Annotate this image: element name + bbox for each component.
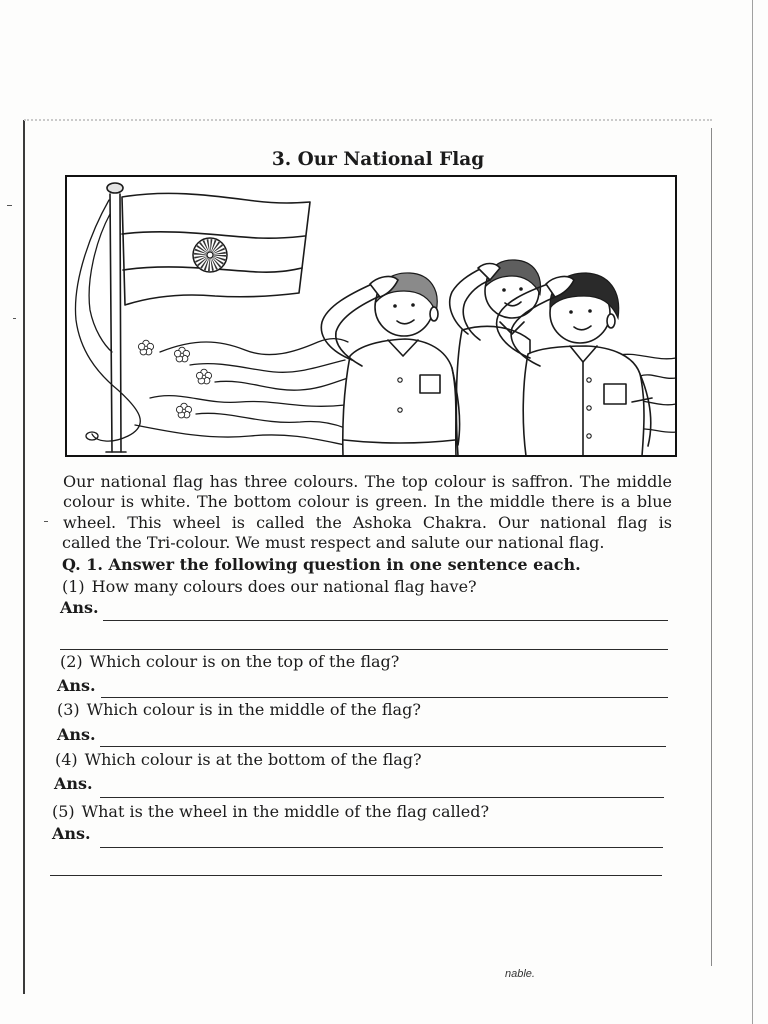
boy-right-eye xyxy=(569,310,573,314)
question-2 xyxy=(60,652,399,672)
worksheet-title: 3. Our National Flag xyxy=(271,149,485,170)
question-1 xyxy=(62,577,477,597)
chakra-hub xyxy=(207,252,213,258)
answer-line xyxy=(101,697,668,698)
boy-right-eye xyxy=(588,309,592,313)
boy-left-ear xyxy=(430,307,438,321)
answer-label: Ans. xyxy=(54,774,93,793)
boy-right-ear xyxy=(607,314,615,328)
page-edge-top xyxy=(24,119,712,121)
footer-fragment: nable. xyxy=(505,968,535,980)
question-number: (2) xyxy=(60,652,83,671)
answer-line xyxy=(100,746,666,747)
pole-edge xyxy=(120,194,121,452)
boy-left-button xyxy=(398,408,402,412)
question-number: (4) xyxy=(55,750,78,769)
answer-label: Ans. xyxy=(57,725,96,744)
question-text: Which colour is at the bottom of the flag? xyxy=(84,750,422,769)
question-number: (1) xyxy=(62,577,85,596)
boy-middle-eye xyxy=(502,288,506,292)
answer-line-extra xyxy=(50,875,662,876)
boy-left-eye xyxy=(411,303,415,307)
question-3 xyxy=(57,700,421,720)
page-edge-right-inner xyxy=(711,128,712,966)
question-5 xyxy=(52,802,489,822)
answer-line xyxy=(100,847,663,848)
boy-left-button xyxy=(398,378,402,382)
question-text: How many colours does our national flag have? xyxy=(91,577,477,596)
scan-speck xyxy=(13,318,16,319)
boy-right-button xyxy=(587,378,591,382)
scan-speck xyxy=(44,521,48,522)
passage-line: wheel. This wheel is called the Ashoka Chakra. Our national flag is xyxy=(63,513,672,532)
passage-line: called the Tri-colour. We must respect and salute our national flag. xyxy=(62,533,605,552)
boy-middle-shirt xyxy=(456,326,530,456)
answer-label: Ans. xyxy=(57,676,96,695)
question-text: Which colour is in the middle of the flag? xyxy=(86,700,421,719)
answer-line-extra xyxy=(60,649,668,650)
question-text: What is the wheel in the middle of the flag called? xyxy=(81,802,490,821)
passage-line: colour is white. The bottom colour is green. In the middle there is a blue xyxy=(63,492,672,511)
question-number: (3) xyxy=(57,700,80,719)
page-edge-left xyxy=(23,120,25,994)
answer-line xyxy=(100,797,664,798)
flag-salute-illustration xyxy=(60,170,682,462)
answer-label: Ans. xyxy=(60,598,99,617)
answer-line xyxy=(103,620,668,621)
boy-left-shirt xyxy=(343,339,456,456)
ashoka-chakra xyxy=(193,238,227,272)
pole-knob xyxy=(107,183,123,193)
boy-middle-eye xyxy=(519,287,523,291)
question-text: Which colour is on the top of the flag? xyxy=(89,652,400,671)
boy-right-button xyxy=(587,406,591,410)
boy-left-eye xyxy=(393,304,397,308)
boy-right-button xyxy=(587,434,591,438)
answer-label: Ans. xyxy=(52,824,91,843)
scan-speck xyxy=(7,205,12,206)
question-number: (5) xyxy=(52,802,75,821)
question-heading: Q. 1. Answer the following question in one sentence each. xyxy=(62,555,581,574)
question-4 xyxy=(55,750,422,770)
passage-line: Our national flag has three colours. The top colour is saffron. The middle xyxy=(63,472,672,491)
